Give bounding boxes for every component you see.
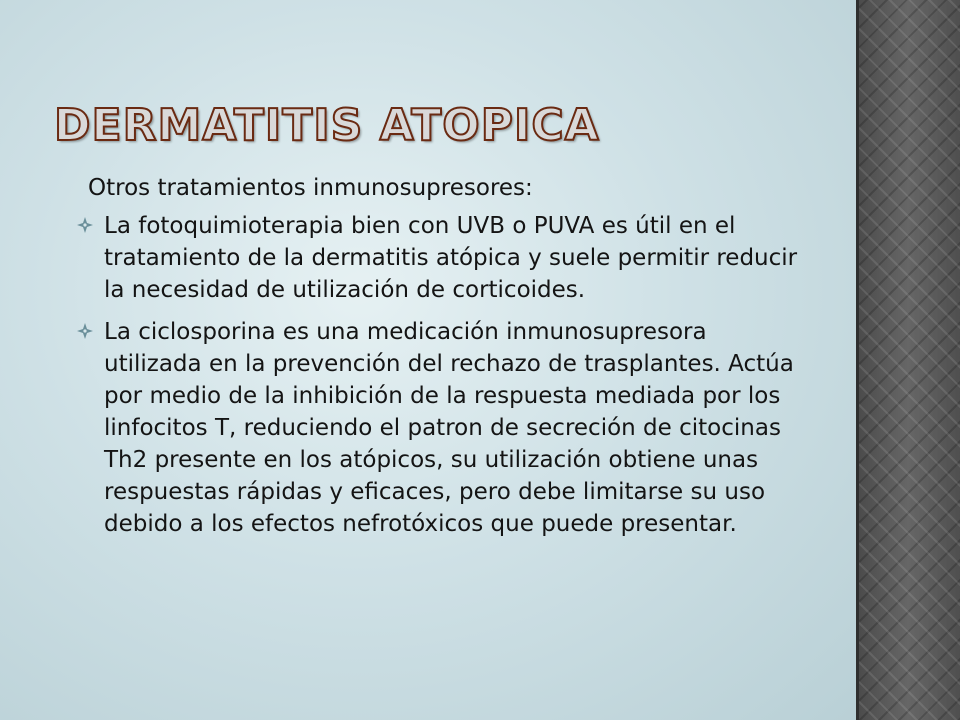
decorative-side-panel — [856, 0, 960, 720]
bullet-text: La fotoquimioterapia bien con UVB o PUVA es útil en el tratamiento de la dermatitis atópica y suele permitir reducir la necesidad de utilización de corticoides. — [104, 213, 798, 303]
bullet-text: La ciclosporina es una medicación inmunosupresora utilizada en la prevención del rechazo de trasplantes. Actúa por medio de la inhibición de la respuesta mediada por los linfocitos T, reduciendo el patron de secreción de citocinas Th2 presente en los atópicos, su utilización obtiene unas respuestas rápidas y eficaces, pero debe limitarse su uso debido a los efectos nefrotóxicos que puede presentar. — [104, 319, 794, 537]
diamond-bullet-icon — [76, 216, 94, 234]
diamond-bullet-icon — [76, 322, 94, 340]
bullet-item — [76, 316, 808, 540]
slide-title: DERMATITIS ATOPICA — [54, 100, 600, 151]
intro-text: Otros tratamientos inmunosupresores: — [88, 175, 533, 201]
bullet-item — [76, 210, 808, 306]
slide-body — [88, 172, 808, 550]
bullet-list — [88, 210, 808, 540]
